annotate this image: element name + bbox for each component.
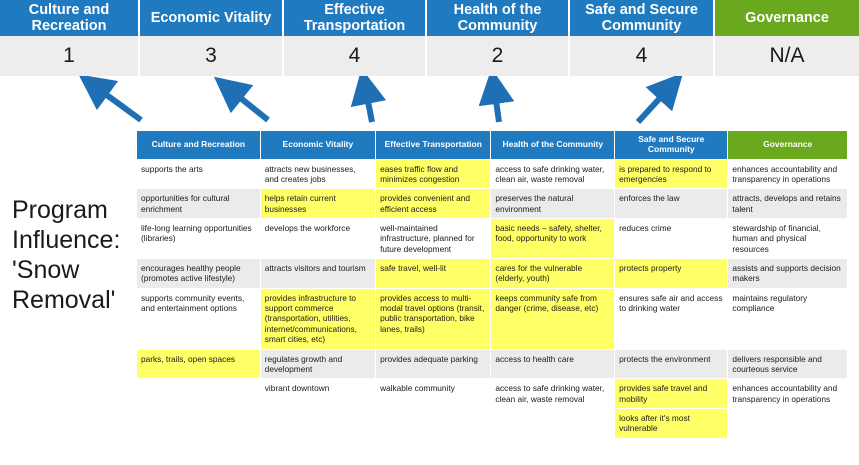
matrix-cell: basic needs – safety, shelter, food, opportunity to work bbox=[491, 218, 615, 258]
matrix-header-effective-transportation: Effective Transportation bbox=[376, 131, 491, 160]
matrix-cell: looks after it's most vulnerable bbox=[615, 409, 728, 439]
matrix-cell: provides safe travel and mobility bbox=[615, 379, 728, 409]
matrix-cell: preserves the natural environment bbox=[491, 189, 615, 219]
table-row bbox=[137, 189, 848, 219]
arrow-layer bbox=[0, 76, 859, 132]
matrix-cell: life-long learning opportunities (libraries) bbox=[137, 218, 261, 258]
top-header-health-of-the-community: Health of the Community bbox=[427, 0, 570, 36]
matrix-cell: reduces crime bbox=[615, 218, 728, 258]
matrix-cell: supports the arts bbox=[137, 159, 261, 189]
matrix-cell: enhances accountability and transparency in operations bbox=[728, 159, 848, 189]
matrix-cell: protects property bbox=[615, 259, 728, 289]
caption-line-1: Program bbox=[12, 196, 108, 224]
matrix-cell: is prepared to respond to emergencies bbox=[615, 159, 728, 189]
caption-line-2: Influence: bbox=[12, 226, 121, 254]
matrix-cell: keeps community safe from danger (crime, disease, etc) bbox=[491, 288, 615, 349]
arrow-to-culture-and-recreation bbox=[93, 85, 141, 120]
score-effective-transportation: 4 bbox=[284, 36, 427, 76]
caption-line-4: Removal' bbox=[12, 286, 116, 314]
matrix-cell: access to safe drinking water, clean air, waste removal bbox=[491, 379, 615, 409]
score-band bbox=[0, 36, 859, 76]
influence-matrix bbox=[136, 130, 848, 439]
score-governance: N/A bbox=[715, 36, 859, 76]
matrix-cell-empty bbox=[137, 379, 261, 409]
matrix-cell: cares for the vulnerable (elderly, youth) bbox=[491, 259, 615, 289]
matrix-cell: attracts new businesses, and creates jobs bbox=[260, 159, 375, 189]
arrow-to-economic-vitality bbox=[228, 88, 268, 120]
table-row bbox=[137, 288, 848, 349]
matrix-cell-empty bbox=[260, 409, 375, 439]
matrix-cell: opportunities for cultural enrichment bbox=[137, 189, 261, 219]
matrix-cell: assists and supports decision makers bbox=[728, 259, 848, 289]
matrix-cell: parks, trails, open spaces bbox=[137, 349, 261, 379]
matrix-cell: helps retain current businesses bbox=[260, 189, 375, 219]
table-row bbox=[137, 349, 848, 379]
top-header-effective-transportation: Effective Transportation bbox=[284, 0, 427, 36]
matrix-cell-empty bbox=[376, 409, 491, 439]
matrix-cell: eases traffic flow and minimizes congestion bbox=[376, 159, 491, 189]
matrix-cell: attracts, develops and retains talent bbox=[728, 189, 848, 219]
arrow-to-health-of-the-community bbox=[494, 86, 499, 122]
matrix-cell: provides access to multi-modal travel options (transit, public transportation, bike lanes, trails) bbox=[376, 288, 491, 349]
table-row bbox=[137, 259, 848, 289]
matrix-cell: delivers responsible and courteous service bbox=[728, 349, 848, 379]
matrix-cell: stewardship of financial, human and physical resources bbox=[728, 218, 848, 258]
matrix-cell: ensures safe air and access to drinking water bbox=[615, 288, 728, 349]
matrix-cell: well-maintained infrastructure, planned for future development bbox=[376, 218, 491, 258]
top-header-culture-and-recreation: Culture and Recreation bbox=[0, 0, 140, 36]
top-header-safe-and-secure-community: Safe and Secure Community bbox=[570, 0, 715, 36]
matrix-cell: develops the workforce bbox=[260, 218, 375, 258]
table-row bbox=[137, 379, 848, 409]
matrix-cell: access to safe drinking water, clean air, waste removal bbox=[491, 159, 615, 189]
matrix-header-safe-and-secure-community: Safe and Secure Community bbox=[615, 131, 728, 160]
top-header-band bbox=[0, 0, 859, 36]
matrix-cell: vibrant downtown bbox=[260, 379, 375, 409]
matrix-cell: encourages healthy people (promotes active lifestyle) bbox=[137, 259, 261, 289]
matrix-cell: enforces the law bbox=[615, 189, 728, 219]
matrix-cell: protects the environment bbox=[615, 349, 728, 379]
arrow-to-effective-transportation bbox=[365, 86, 372, 122]
matrix-header-governance: Governance bbox=[728, 131, 848, 160]
matrix-cell: regulates growth and development bbox=[260, 349, 375, 379]
top-header-economic-vitality: Economic Vitality bbox=[140, 0, 284, 36]
caption-line-3: 'Snow bbox=[12, 256, 80, 284]
matrix-header-culture-and-recreation: Culture and Recreation bbox=[137, 131, 261, 160]
matrix-cell: provides adequate parking bbox=[376, 349, 491, 379]
top-header-governance: Governance bbox=[715, 0, 859, 36]
arrow-to-safe-and-secure-community bbox=[638, 86, 671, 122]
table-row bbox=[137, 409, 848, 439]
matrix-header-row bbox=[137, 131, 848, 160]
matrix-cell: maintains regulatory compliance bbox=[728, 288, 848, 349]
score-safe-and-secure-community: 4 bbox=[570, 36, 715, 76]
table-row bbox=[137, 159, 848, 189]
matrix-cell: enhances accountability and transparency in operations bbox=[728, 379, 848, 409]
matrix-cell-empty bbox=[728, 409, 848, 439]
matrix-cell-empty bbox=[137, 409, 261, 439]
matrix-cell: provides infrastructure to support commerce (transportation, utilities, internet/communications, smart cities, etc) bbox=[260, 288, 375, 349]
matrix-cell: walkable community bbox=[376, 379, 491, 409]
matrix-header-health-of-the-community: Health of the Community bbox=[491, 131, 615, 160]
matrix-cell: provides convenient and efficient access bbox=[376, 189, 491, 219]
matrix-cell-empty bbox=[491, 409, 615, 439]
matrix-cell: access to health care bbox=[491, 349, 615, 379]
program-influence-caption bbox=[12, 195, 132, 315]
matrix-cell: attracts visitors and tourism bbox=[260, 259, 375, 289]
score-culture-and-recreation: 1 bbox=[0, 36, 140, 76]
score-economic-vitality: 3 bbox=[140, 36, 284, 76]
score-health-of-the-community: 2 bbox=[427, 36, 570, 76]
matrix-cell: safe travel, well-lit bbox=[376, 259, 491, 289]
table-row bbox=[137, 218, 848, 258]
matrix-header-economic-vitality: Economic Vitality bbox=[260, 131, 375, 160]
matrix-cell: supports community events, and entertainment options bbox=[137, 288, 261, 349]
